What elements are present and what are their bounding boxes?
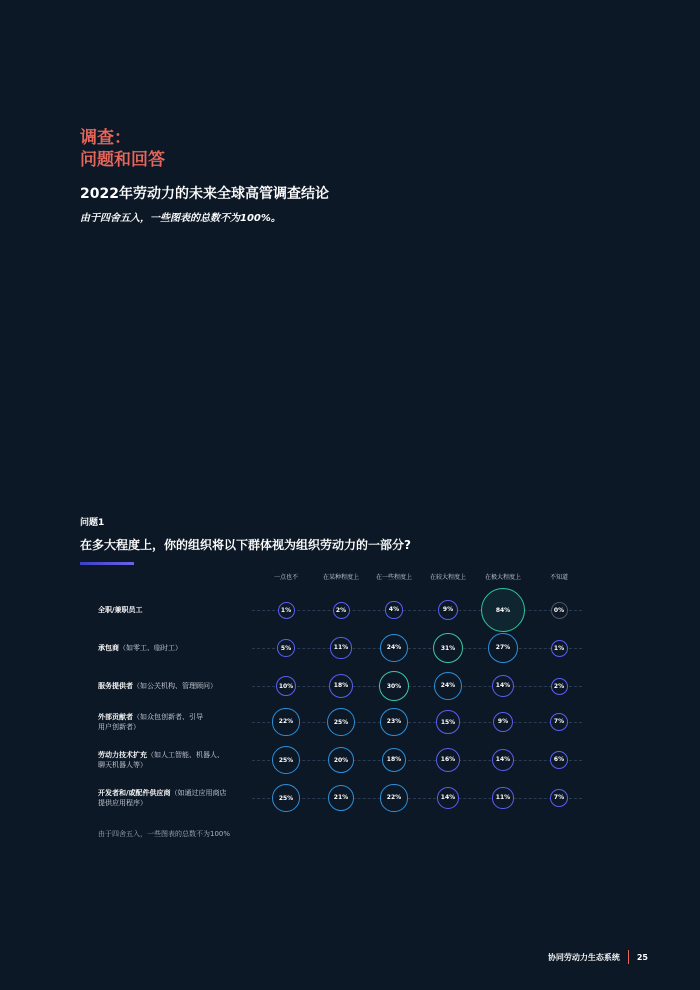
row-label-detail: （如公关机构、管理顾问）	[133, 682, 217, 690]
row-label-main: 全职/兼职员工	[98, 606, 143, 614]
percent-bubble: 22%	[380, 784, 407, 811]
row-gridline	[252, 686, 582, 688]
question-text: 在多大程度上，你的组织将以下群体视为组织劳动力的一部分?	[80, 538, 411, 552]
percent-bubble: 20%	[328, 747, 354, 773]
percent-bubble: 25%	[272, 784, 301, 813]
section-heading-line1: 调查：	[80, 128, 131, 148]
percent-bubble: 11%	[492, 787, 513, 808]
percent-bubble: 14%	[492, 675, 515, 698]
percent-bubble: 14%	[437, 787, 460, 810]
row-label-detail: （如零工、临时工）	[119, 644, 182, 652]
row-label-main: 开发者和/或配件供应商	[98, 789, 171, 797]
row-label-detail: （如通过应用商店	[170, 789, 227, 797]
question-label: 问题1	[80, 518, 105, 528]
page-subtitle: 2022年劳动力的未来全球高管调查结论	[80, 186, 329, 202]
percent-bubble: 18%	[329, 674, 354, 699]
column-header: 一点也不	[273, 574, 298, 581]
percent-bubble: 16%	[436, 748, 460, 772]
percent-bubble: 25%	[327, 708, 356, 737]
column-header: 不知道	[549, 574, 568, 581]
percent-bubble: 5%	[277, 639, 295, 657]
percent-bubble: 7%	[550, 789, 569, 808]
row-gridline	[252, 610, 582, 612]
percent-bubble: 1%	[278, 602, 295, 619]
percent-bubble: 84%	[481, 588, 525, 632]
row-gridline	[252, 648, 582, 650]
percent-bubble: 14%	[492, 749, 515, 772]
row-label	[98, 750, 268, 770]
row-label	[98, 605, 268, 615]
column-header: 在某种程度上	[322, 574, 359, 581]
section-heading-line2: 问题和回答	[80, 150, 165, 170]
percent-bubble: 2%	[333, 602, 350, 619]
percent-bubble: 30%	[379, 671, 409, 701]
footer-divider	[628, 950, 629, 964]
percent-bubble: 9%	[493, 712, 513, 732]
rounding-note: 由于四舍五入，一些图表的总数不为100%。	[80, 213, 281, 224]
percent-bubble: 22%	[272, 708, 299, 735]
percent-bubble: 7%	[550, 713, 569, 732]
percent-bubble: 18%	[382, 748, 407, 773]
percent-bubble: 1%	[551, 640, 568, 657]
row-label-main: 服务提供者	[98, 682, 133, 690]
page-footer	[548, 950, 648, 964]
chart-footnote: 由于四舍五入，一些图表的总数不为100%	[98, 830, 231, 838]
percent-bubble: 21%	[328, 785, 355, 812]
percent-bubble: 10%	[276, 676, 297, 697]
page-number: 25	[636, 952, 648, 962]
row-gridline	[252, 722, 582, 724]
percent-bubble: 4%	[385, 601, 402, 618]
row-label	[98, 643, 268, 653]
row-label-detail-line2: 聊天机器人等）	[98, 761, 147, 769]
question-underline	[80, 562, 134, 565]
percent-bubble: 9%	[438, 600, 458, 620]
row-label-detail-line2: 提供应用程序）	[98, 799, 147, 807]
percent-bubble: 0%	[551, 602, 568, 619]
footer-title: 协同劳动力生态系统	[547, 952, 620, 962]
row-label-detail: （如众包创新者、引导	[133, 713, 203, 721]
column-header: 在极大程度上	[484, 574, 521, 581]
row-label-main: 劳动力技术扩充	[98, 751, 147, 759]
row-label	[98, 712, 268, 732]
percent-bubble: 27%	[488, 633, 518, 663]
percent-bubble: 24%	[434, 672, 462, 700]
percent-bubble: 25%	[272, 746, 301, 775]
percent-bubble: 11%	[330, 637, 351, 658]
row-label-detail-line2: 用户创新者）	[98, 723, 140, 731]
column-header: 在较大程度上	[429, 574, 466, 581]
row-label	[98, 681, 268, 691]
row-label	[98, 788, 268, 808]
row-label-main: 承包商	[98, 644, 119, 652]
percent-bubble: 23%	[380, 708, 408, 736]
row-label-main: 外部贡献者	[98, 713, 133, 721]
percent-bubble: 2%	[551, 678, 568, 695]
row-gridline	[252, 760, 582, 762]
percent-bubble: 15%	[436, 710, 459, 733]
section-heading	[80, 127, 165, 171]
percent-bubble: 24%	[380, 634, 408, 662]
row-gridline	[252, 798, 582, 800]
column-header: 在一些程度上	[375, 574, 412, 581]
row-label-detail: （如人工智能、机器人、	[147, 751, 224, 759]
percent-bubble: 6%	[550, 751, 568, 769]
percent-bubble: 31%	[433, 633, 463, 663]
